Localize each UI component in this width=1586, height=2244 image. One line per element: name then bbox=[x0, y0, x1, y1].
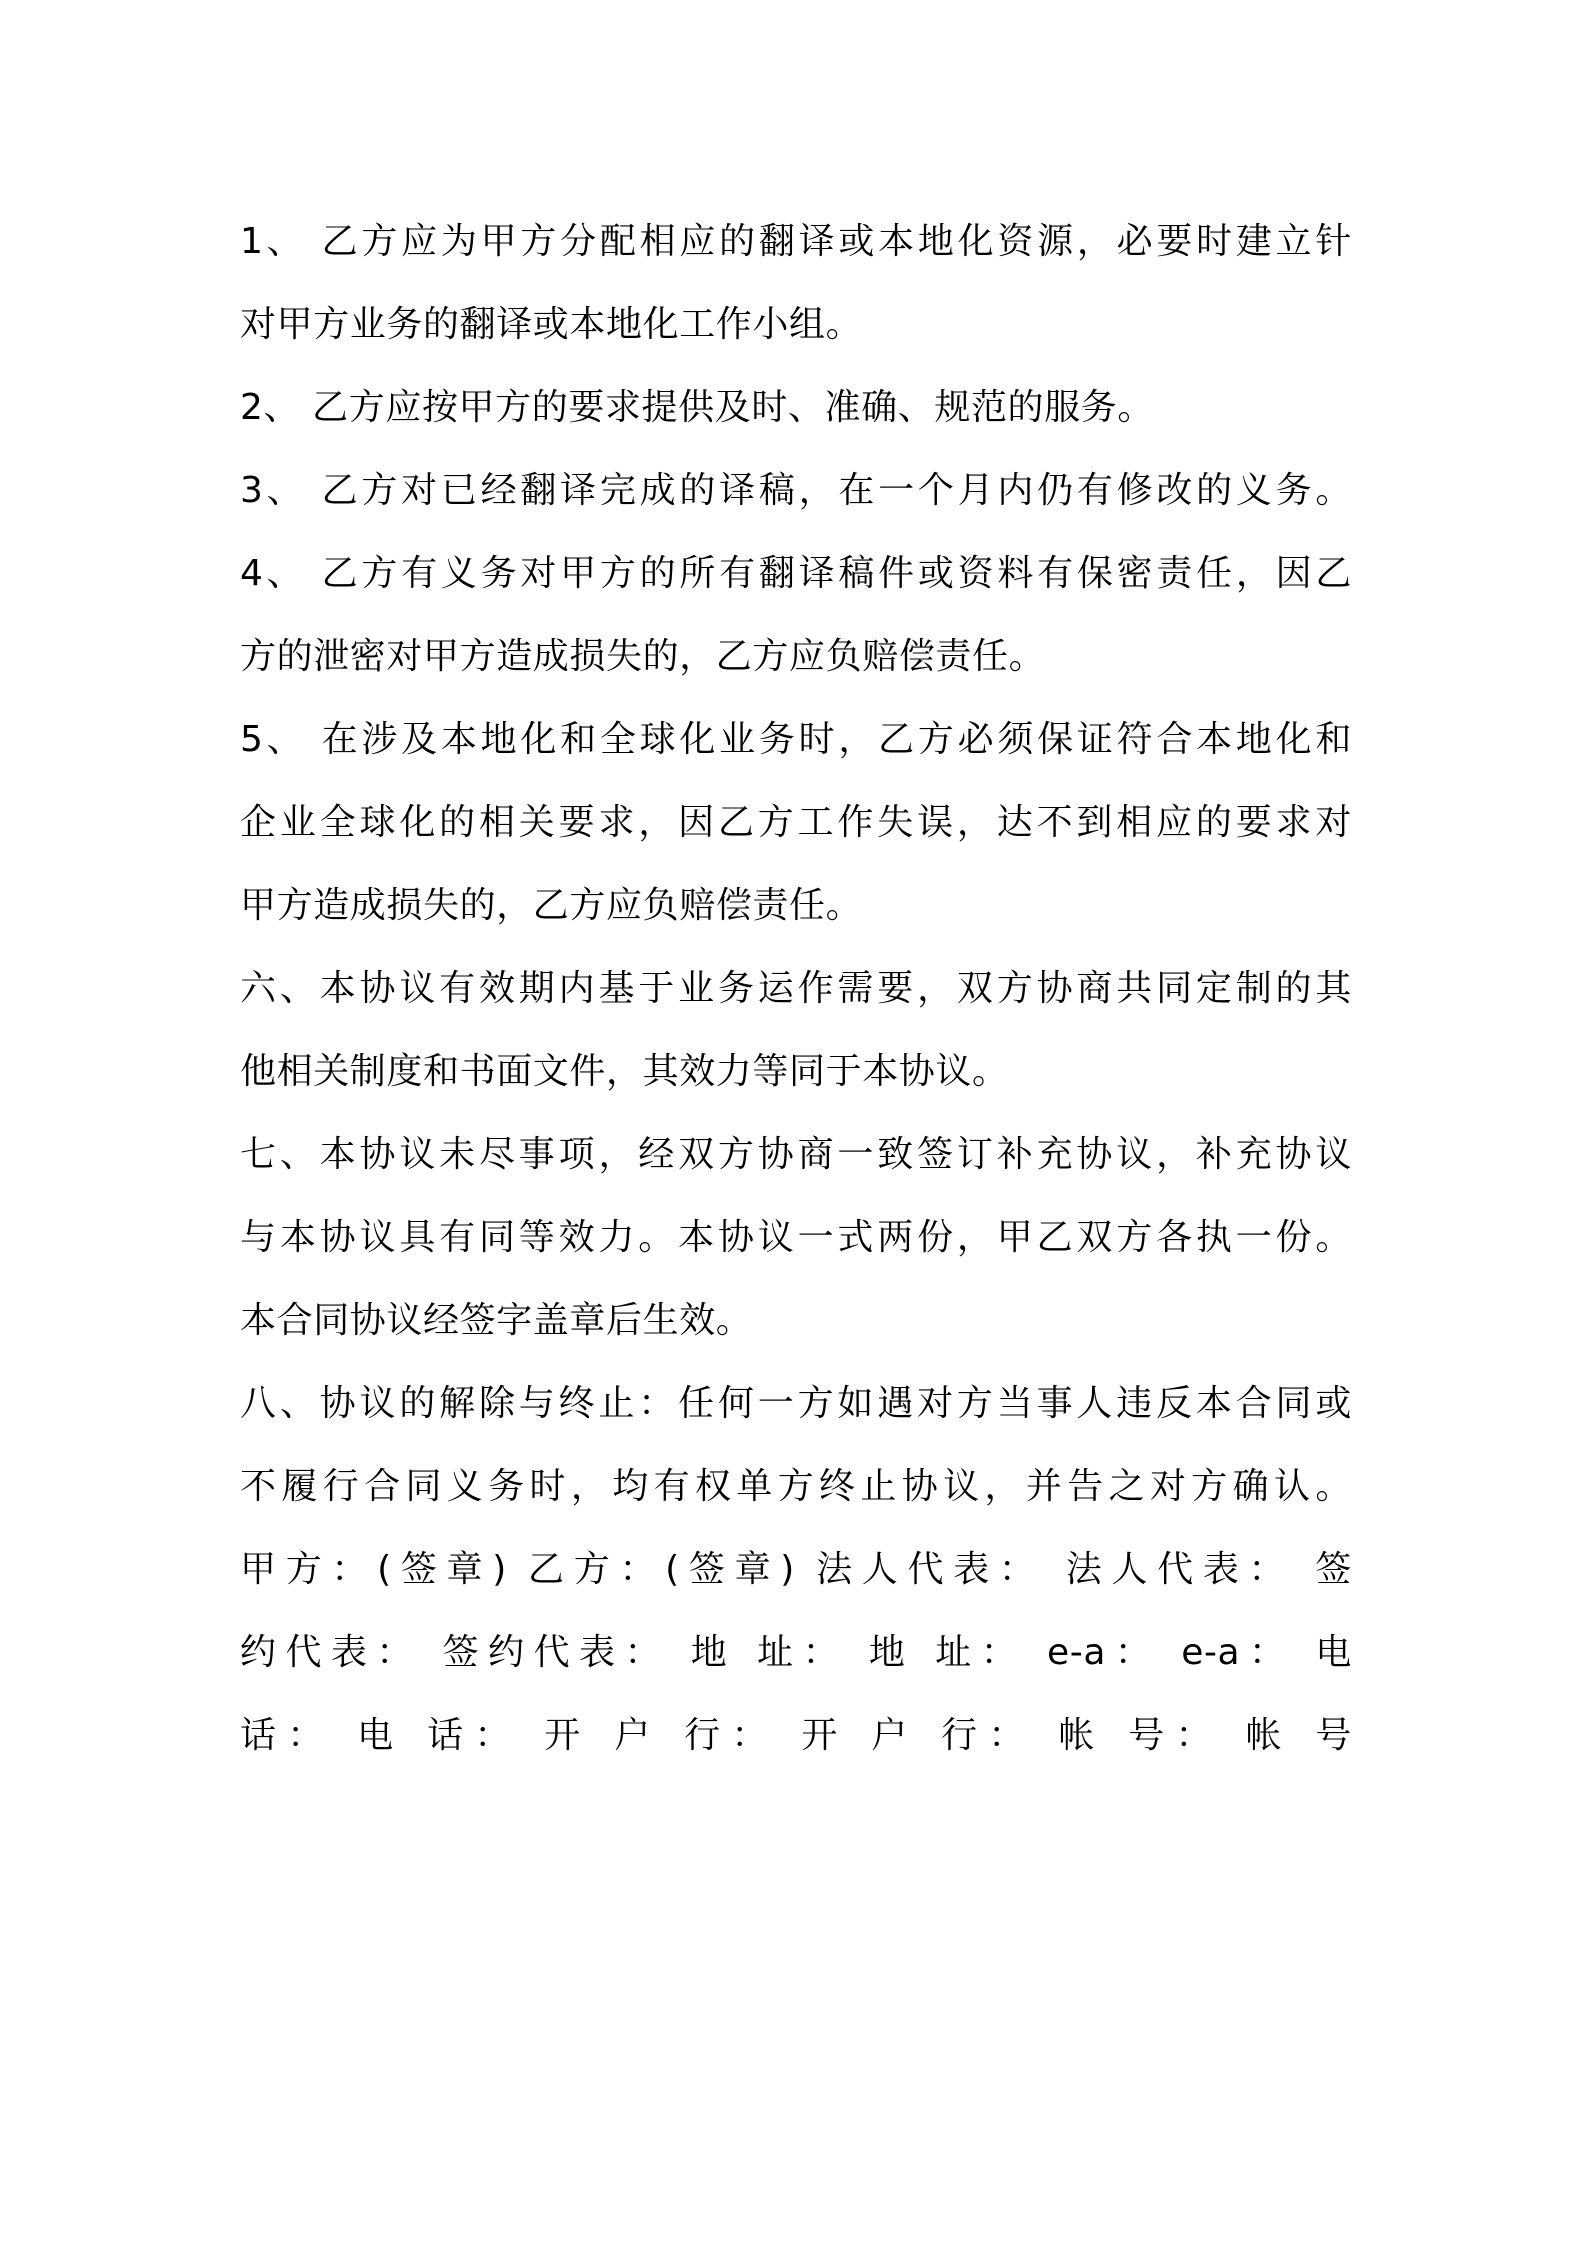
line-5: 4、 乙方有义务对甲方的所有翻译稿件或资料有保密责任，因乙 bbox=[240, 553, 1352, 594]
line-15: 八、协议的解除与终止：任何一方如遇对方当事人违反本合同或 bbox=[240, 1383, 1352, 1424]
signature-line-1: 甲方：(签章) 乙方：(签章) 法人代表： 法人代表： 签 bbox=[240, 1549, 1352, 1590]
line-12: 七、本协议未尽事项，经双方协商一致签订补充协议，补充协议 bbox=[240, 1134, 1352, 1175]
line-7: 5、 在涉及本地化和全球化业务时，乙方必须保证符合本地化和 bbox=[240, 719, 1352, 760]
line-3: 2、 乙方应按甲方的要求提供及时、准确、规范的服务。 bbox=[240, 387, 1154, 428]
line-1: 1、 乙方应为甲方分配相应的翻译或本地化资源，必要时建立针 bbox=[240, 221, 1352, 262]
line-16: 不履行合同义务时，均有权单方终止协议，并告之对方确认。 bbox=[240, 1466, 1352, 1507]
line-6: 方的泄密对甲方造成损失的，乙方应负赔偿责任。 bbox=[240, 636, 1046, 677]
line-4: 3、 乙方对已经翻译完成的译稿，在一个月内仍有修改的义务。 bbox=[240, 470, 1352, 511]
line-9: 甲方造成损失的，乙方应负赔偿责任。 bbox=[240, 885, 863, 926]
line-10: 六、本协议有效期内基于业务运作需要，双方协商共同定制的其 bbox=[240, 968, 1352, 1009]
line-14: 本合同协议经签字盖章后生效。 bbox=[240, 1300, 753, 1341]
contract-body bbox=[240, 200, 1352, 1777]
line-8: 企业全球化的相关要求，因乙方工作失误，达不到相应的要求对 bbox=[240, 802, 1352, 843]
line-13: 与本协议具有同等效力。本协议一式两份，甲乙双方各执一份。 bbox=[240, 1217, 1352, 1258]
signature-line-3: 话： 电 话： 开 户 行： 开 户 行： 帐 号： 帐 号 bbox=[240, 1715, 1352, 1756]
line-2: 对甲方业务的翻译或本地化工作小组。 bbox=[240, 304, 863, 345]
line-11: 他相关制度和书面文件，其效力等同于本协议。 bbox=[240, 1051, 1009, 1092]
signature-line-2: 约代表： 签约代表： 地 址： 地 址： e-a： e-a： 电 bbox=[240, 1632, 1352, 1673]
